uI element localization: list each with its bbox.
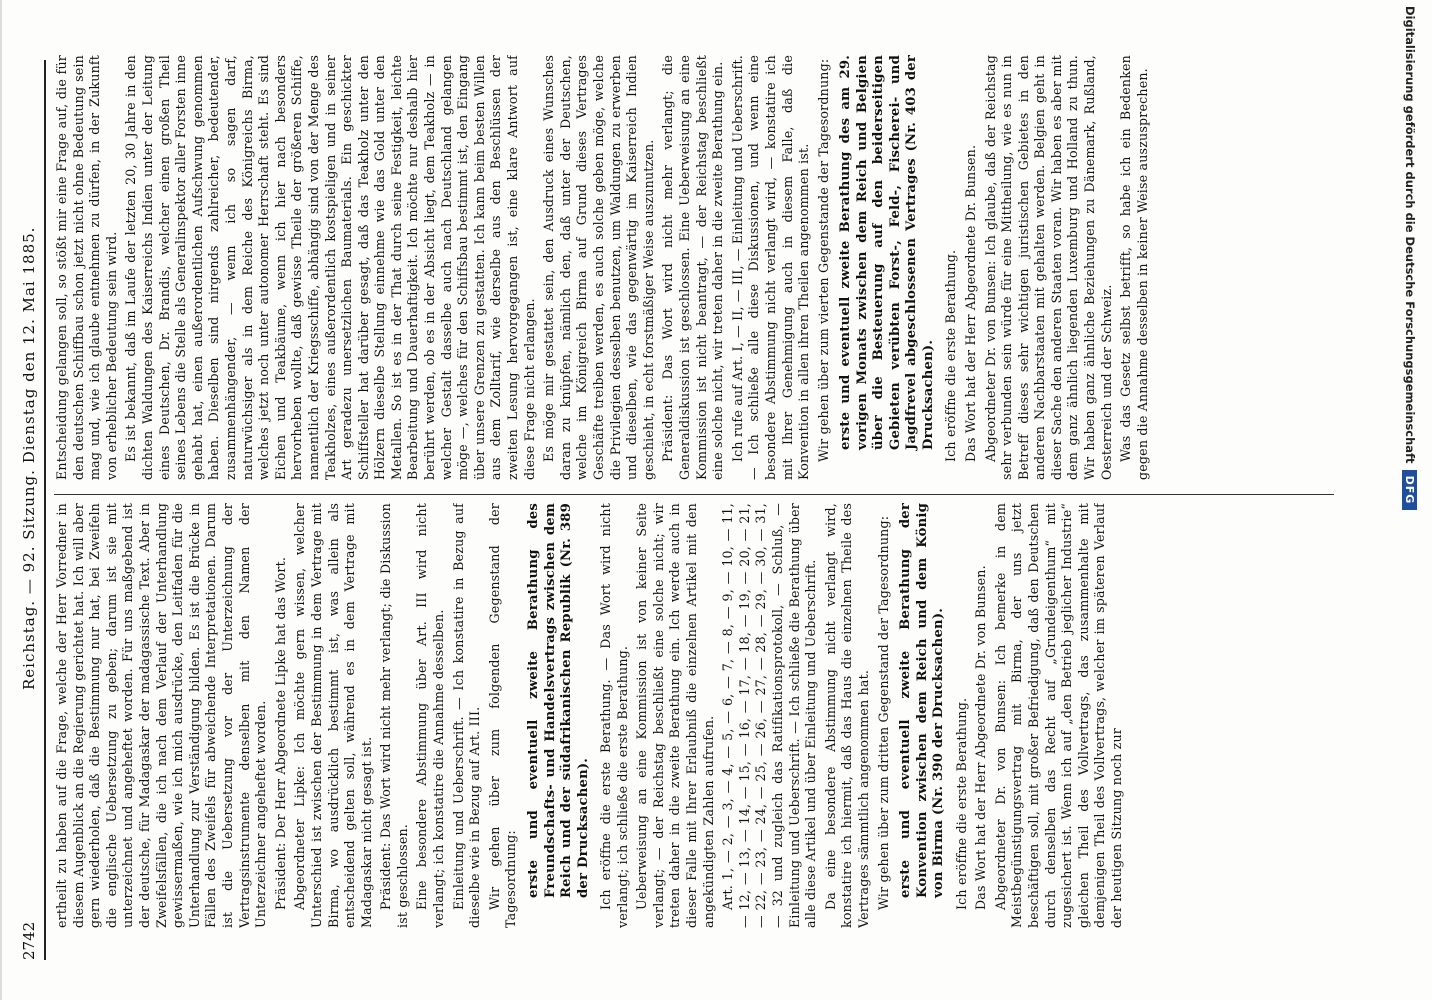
paragraph: Es ist bekannt, daß im Laufe der letzten 20, 30 Jahre in den dichten Waldungen des Kaiserreichs Indien unter der Leitung eines Deutschen, Dr. Brandis, welcher einen großen Theil seines Lebens die Stelle als Generalinspektor aller Forsten inne gehabt hat, einen außerordentlichen Aufschwung genommen haben. Dieselben sind nirgends zahlreicher, bedeutender, zusammenhängender, — wenn ich so sagen darf, naturwüchsiger als in dem Reiche des Königreichs Birma, welches jetzt noch unter autonomer Herrschaft steht. Es sind Eichen und Teakbäume, wenn ich hier nach besonders hervorheben wollte, daß gewisse Theile der größeren Schiffe, namentlich der Kriegsschiffe, abhängig sind von der Menge des Teakholzes, eines außerordentlich kostspieligen und in seiner Art geradezu unersetzlichen Baumaterials. Ein geschickter Schiffsteller hat darüber gesagt, daß das Teakholz unter den Hölzern dieselbe Stellung einnehme wie das Gold unter den Metallen. So ist es in der That durch seine Festigkeit, leichte Bearbeitung und Dauerhaftigkeit. Ich möchte nur deshalb hier berührt werden, ob es in der Absicht liegt, dem Teakholz — in welcher Gestalt dasselbe auch nach Deutschland gelangen möge —, welches für den Schiffsbau bestimmt ist, den Eingang über unsere Grenzen zu gestatten. Ich kann beim besten Willen aus dem Zolltarif, wie derselbe aus den Beschlüssen der zweiten Lesung hervorgegangen ist, eine klare Antwort auf diese Frage nicht erlangen. <box>123 55 537 480</box>
paragraph: Ich eröffne die erste Berathung. — Das Wort wird nicht verlangt; ich schließe die erste Berathung. <box>598 503 630 928</box>
funding-note <box>1400 6 1422 716</box>
agenda-heading: erste und eventuell zweite Berathung der Konvention zwischen dem Reich und dem König von Birma (Nr. 390 der Drucksachen). <box>898 503 947 898</box>
paragraph: Wir gehen über zum vierten Gegenstande der Tagesordnung: <box>815 58 831 462</box>
paragraph: Ich eröffne die erste Berathung. <box>953 697 969 910</box>
column-divider <box>54 494 1334 495</box>
paragraph: Ich rufe auf Art. I, — II, — III, — Einleitung und Ueberschrift. — Ich schließe alle diese Diskussionen, und wenn eine besondere Abstimmung nicht verlangt wird, — konstatire ich mit Ihrer Genehmigung auch in diesem Falle, daß die Konvention in allen ihren Theilen angenommen ist. <box>729 55 812 480</box>
page-header <box>18 60 42 960</box>
paragraph: Art. 1, — 2, — 3, — 4, — 5, — 6, — 7, — 8, — 9, — 10, — 11, — 12, — 13, — 14, — 15, — 16, — 17, — 18, — 19, — 20, — 21, — 22, — 23, — 24, — 25, — 26, — 27, — 28, — 29, — 30, — 31, — 32 und zugleich das Ratifikationsprotokoll, — Schluß, — Einleitung und Ueberschrift. — Ich schließe die Berathung über alle diese Artikel und über Einleitung und Ueberschrift. <box>720 503 819 928</box>
right-column <box>54 55 1374 480</box>
agenda-heading: erste und eventuell zweite Berathung des Freundschafts- und Handelsvertrags zwischen dem Reich und der südafrikanischen Republik (Nr. 389 der Drucksachen). <box>526 503 591 898</box>
dfg-logo: DFG <box>1403 470 1418 511</box>
paragraph: Einleitung und Ueberschrift. — Ich konstatire in Bezug auf dieselbe wie in Bezug auf Art. III. <box>450 503 483 928</box>
paragraph: Wir gehen über zum folgenden Gegenstand der Tagesordnung: <box>486 503 519 928</box>
left-column <box>54 503 1374 928</box>
agenda-heading: erste und eventuell zweite Berathung des am 29. vorigen Monats zwischen dem Reich und Belgien über die Besteuerung auf den beiderseitigen Gebieten verübten Forst-, Feld-, Fischerei- und Jagdfrevel abgeschlossenen Vertrages (Nr. 403 der Drucksachen). <box>838 55 936 450</box>
paragraph: Wir gehen über zum dritten Gegenstand der Tagesordnung: <box>875 515 891 910</box>
paragraph: Abgeordneter Dr. von Bunsen: Ich glaube, daß der Reichstag sehr verbunden sein würde für eine Mittheilung, wie es nun in Betreff dieses sehr wichtigen juristischen Gebietes in den anderen Nachbarstaaten mit gehalten werden. Belgien geht in dieser Sache den anderen Staaten voran. Wir haben es aber mit dem ganz ähnlich liegenden Luxemburg und Holland zu thun. Wir haben ganz ähnliche Beziehungen zu Dänemark, Rußland, Oesterreich und der Schweiz. <box>982 55 1114 480</box>
paragraph: Da eine besondere Abstimmung nicht verlangt wird, konstatire ich hiermit, daß das Haus die einzelnen Theile des Vertrages sämmtlich angenommen hat. <box>822 503 871 928</box>
paragraph: Was das Gesetz selbst betrifft, so habe ich ein Bedenken gegen die Annahme desselben in keiner Weise auszusprechen. <box>1118 55 1150 480</box>
paragraph: Das Wort hat der Herr Abgeordnete Dr. Bunsen. <box>962 144 978 462</box>
paragraph: Präsident: Das Wort wird nicht mehr verlangt; die Generaldiskussion ist geschlossen. Eine Ueberweisung an eine Kommission ist nicht beantragt, — der Reichstag beschließt eine solche nicht, wir treten daher in die zweite Berathung ein. <box>660 55 726 480</box>
paragraph: Das Wort hat der Herr Abgeordnete Dr. von Bunsen. <box>973 565 989 910</box>
paragraph: Abgeordneter Dr. von Bunsen: Ich bemerke in dem Meistbegünstigungsvertrag mit Birma, der uns jetzt beschäftigen soll, mit großer Befriedigung, daß den Deutschen durch denselben das Recht auf „Grundeigenthum“ mit zugesichert ist. Wenn ich auf „den Betrieb jeglicher Industrie“ gleichen Theil des Vollvertrags, das zusammenhalte mit demjenigen Theil des Vollvertrags, welcher im späteren Verlauf der heutigen Sitzung noch zur <box>992 503 1124 928</box>
paragraph: Ueberweisung an eine Kommission ist von keiner Seite verlangt; — der Reichstag beschließt eine solche nicht; wir treten daher in die zweite Berathung ein. Ich werde auch in dieser Falle mit Ihrer Erlaubniß die einzelnen Artikel mit den angekündigten Zahlen aufrufen. <box>634 503 716 928</box>
paragraph: Abgeordneter Lipke: Ich möchte gern wissen, welcher Unterschied ist zwischen der Bestimmung in dem Vertrage mit Birma, wo ausdrücklich bestimmt ist, was allein als entscheidend gelten soll, während es in dem Vertrage mit Madagaskar nicht gesagt ist. <box>292 503 374 928</box>
paragraph: Präsident: Das Wort wird nicht mehr verlangt; die Diskussion ist geschlossen. <box>378 503 410 928</box>
paragraph: Entscheidung gelangen soll, so stößt mir eine Frage auf, die für den deutschen Schiffbau schon jetzt nicht ohne Bedeutung sein mag und, wie ich glaube entnehmen zu dürfen, in der Zukunft von erheblicher Bedeutung sein wird. <box>54 55 119 480</box>
paragraph: Eine besondere Abstimmung über Art. III wird nicht verlangt; ich konstatire die Annahme desselben. <box>414 503 447 928</box>
funding-note-text: Digitalisierung gefördert durch die Deutsche Forschungsgemeinschaft <box>1403 6 1417 464</box>
header-rule <box>44 60 46 960</box>
paragraph: Es möge mir gestattet sein, den Ausdruck eines Wunsches daran zu knüpfen, nämlich den, daß unter der Deutschen, welche im Königreich Birma auf Grund dieses Vertrages Geschäfte treiben werden, es auch solche geben möge, welche die Privilegien desselben benutzen, um Waldungen zu erwerben und dieselben, wie das gegenwärtig im Kaiserreich Indien geschieht, in echt forstmäßiger Weise auszunutzen. <box>541 55 656 480</box>
paragraph: Präsident: Der Herr Abgeordnete Lipke hat das Wort. <box>272 556 288 910</box>
running-title: Reichstag. — 92. Sitzung. Dienstag den 12. Mai 1885. <box>20 226 38 690</box>
page-number: 2742 <box>20 921 38 960</box>
paragraph: ertheilt zu haben auf die Frage, welche der Herr Vorredner in diesem Augenblick an die Regierung gerichtet hat. Ich will aber gern wiederholen, daß die Bestimmung nur hat, bei Zweifeln die englische Uebersetzung zu geben; darum ist sie mit unterzeichnet und angeheftet worden. Für uns maßgebend ist der deutsche, für Madagaskar der madagassische Text. Aber in Zweifelsfällen, die ich nach dem Verlauf der Unterhandlung gewissermaßen, wie ich mich ausdrücke, den Leitfaden für die Unterhandlung zur Verständigung bilden. Es ist die Brücke in Fällen des Zweifels für abweichende Interpretationen. Darum ist die Uebersetzung vor der Unterzeichnung der Vertragsinstrumente denselben mit den Namen der Unterzeichner angeheftet worden. <box>54 503 269 928</box>
paragraph: Ich eröffne die erste Berathung. <box>943 249 959 462</box>
